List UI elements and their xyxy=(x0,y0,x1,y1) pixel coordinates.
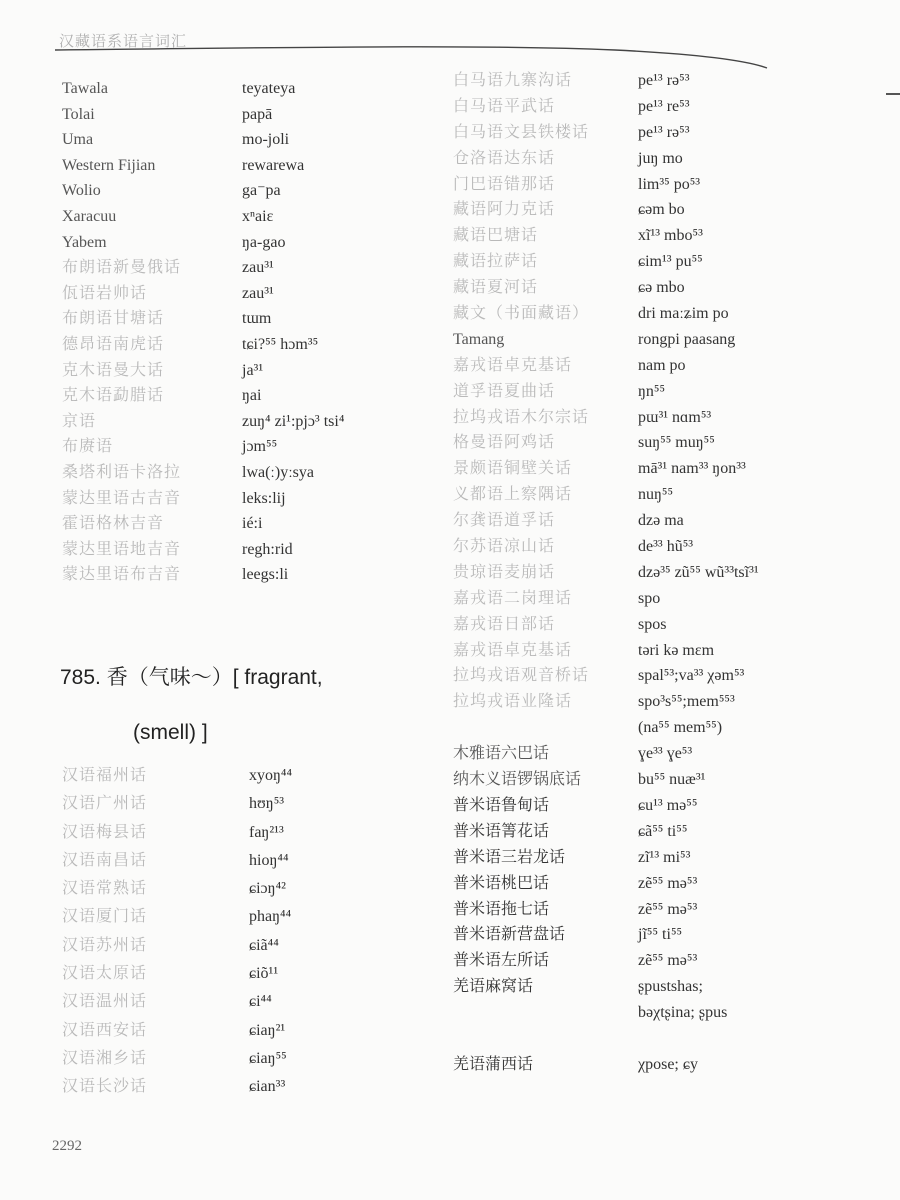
entry-row xyxy=(453,96,873,122)
word-form: hioŋ⁴⁴ xyxy=(249,851,289,869)
entry-subheading: (smell) ] xyxy=(133,721,208,744)
word-form: jɔm⁵⁵ xyxy=(242,438,278,456)
entry-row xyxy=(453,277,873,303)
language-name: 克木语曼大话 xyxy=(62,361,165,379)
entry-row xyxy=(62,906,422,934)
entry-row xyxy=(453,174,873,200)
language-name: 藏语拉萨话 xyxy=(453,253,539,271)
word-form: mā³¹ nam³³ ŋon³³ xyxy=(638,460,746,478)
language-name: 贵琼语麦崩话 xyxy=(453,563,556,581)
language-name: Tolai xyxy=(62,105,95,123)
word-form: dzə³⁵ zũ⁵⁵ wũ³³tsĩ³¹ xyxy=(638,563,759,581)
entry-row xyxy=(62,180,422,206)
word-form: bəχtʂina; ʂpus xyxy=(638,1004,728,1022)
right-column xyxy=(453,70,873,1080)
language-name: 门巴语错那话 xyxy=(453,175,556,193)
word-form: lim³⁵ po⁵³ xyxy=(638,175,701,193)
word-form: spo³s⁵⁵;mem⁵⁵³ xyxy=(638,693,735,711)
entry-row xyxy=(453,847,873,873)
entry-row xyxy=(62,232,422,258)
language-name: 纳木义语锣锅底话 xyxy=(453,771,582,789)
entry-row xyxy=(453,510,873,536)
word-form: ié:i xyxy=(242,515,263,533)
word-form: tɯm xyxy=(242,310,272,328)
language-name: 白马语平武话 xyxy=(453,97,556,115)
language-name: 嘉戎语卓克基话 xyxy=(453,356,573,374)
language-name: 藏语巴塘话 xyxy=(453,227,539,245)
entry-row xyxy=(453,562,873,588)
language-name: 汉语福州话 xyxy=(62,767,148,784)
header-text: 汉藏语系语言词汇 xyxy=(59,34,188,50)
entry-row xyxy=(453,691,873,717)
word-form: nam po xyxy=(638,356,686,374)
word-form: zẽ⁵⁵ mə⁵³ xyxy=(638,952,698,970)
language-name: 汉语温州话 xyxy=(62,993,148,1011)
word-form: ɕə mbo xyxy=(638,279,685,297)
entry-row xyxy=(62,793,422,821)
word-form: dri maːʑim po xyxy=(638,305,729,323)
language-name: 尔龚语道孚话 xyxy=(453,512,556,530)
word-form: phaŋ⁴⁴ xyxy=(249,908,292,926)
word-form: bu⁵⁵ nuæ³¹ xyxy=(638,771,706,789)
word-form: teyateya xyxy=(242,80,296,97)
word-form: ɕiaŋ⁵⁵ xyxy=(249,1049,287,1067)
entry-row xyxy=(453,70,873,96)
language-name: 普米语左所话 xyxy=(453,952,550,970)
word-form: spal⁵³;va³³ χəm⁵³ xyxy=(638,667,745,685)
language-name: 蒙达里语地吉音 xyxy=(62,540,182,558)
language-name: 拉坞戎语木尔宗话 xyxy=(453,408,590,426)
word-form: faŋ²¹³ xyxy=(249,823,284,841)
word-form: ɕiɔŋ⁴² xyxy=(249,880,286,898)
word-form: mo-joli xyxy=(242,131,290,149)
word-form: pe¹³ re⁵³ xyxy=(638,97,690,115)
entry-row xyxy=(453,640,873,666)
language-name: 桑塔利语卡洛拉 xyxy=(62,463,182,481)
entry-row xyxy=(453,873,873,899)
language-name: 拉坞戎语业隆话 xyxy=(453,693,573,711)
word-form: hʊŋ⁵³ xyxy=(249,795,285,813)
entry-row xyxy=(453,1054,873,1080)
entry-row xyxy=(62,129,422,155)
entry-row xyxy=(453,821,873,847)
language-name: 汉语广州话 xyxy=(62,795,148,813)
entry-row xyxy=(62,1020,422,1048)
entry-row xyxy=(453,148,873,174)
language-name: 义都语上察隅话 xyxy=(453,486,573,504)
word-form: leks:lij xyxy=(242,489,286,507)
language-name: 布朗语甘塘话 xyxy=(62,310,165,328)
word-form: ɕim¹³ pu⁵⁵ xyxy=(638,253,703,271)
language-name: Xaracuu xyxy=(62,207,117,225)
word-form: ŋn⁵⁵ xyxy=(638,382,666,400)
language-name: 仓洛语达东话 xyxy=(453,149,556,167)
entry-row xyxy=(453,614,873,640)
entry-row xyxy=(453,432,873,458)
entry-heading-text: 香（气味～）[ fragrant, xyxy=(106,666,323,689)
language-name: 羌语麻窝话 xyxy=(453,978,534,996)
language-name: 普米语桃巴话 xyxy=(453,874,550,892)
entry-row xyxy=(62,935,422,963)
entry-row xyxy=(453,484,873,510)
entry-row xyxy=(62,411,422,437)
entry-heading xyxy=(60,664,410,692)
language-name: 木雅语六巴话 xyxy=(453,745,550,763)
word-form: zĩ¹³ mi⁵³ xyxy=(638,848,691,866)
language-name: 汉语厦门话 xyxy=(62,908,148,926)
word-form: zuŋ⁴ zi¹:pjɔ³ tsi⁴ xyxy=(242,412,345,430)
language-name: 白马语九寨沟话 xyxy=(453,72,573,89)
language-name: Western Fijian xyxy=(62,156,156,174)
word-form: ʂpustshas; xyxy=(638,978,703,996)
entry-row xyxy=(453,924,873,950)
entry-row xyxy=(62,385,422,411)
language-name: 佤语岩帅话 xyxy=(62,284,148,302)
entry-row xyxy=(453,251,873,277)
language-name: 汉语南昌话 xyxy=(62,851,148,869)
entry-row xyxy=(453,355,873,381)
entry-row xyxy=(62,283,422,309)
entry-row xyxy=(62,963,422,991)
entry-row xyxy=(62,155,422,181)
word-form: regh:rid xyxy=(242,540,293,558)
word-form: spos xyxy=(638,615,667,633)
word-form: (na⁵⁵ mem⁵⁵) xyxy=(638,719,723,737)
entry-row xyxy=(62,104,422,130)
language-name: 汉语长沙话 xyxy=(62,1078,148,1096)
language-name: 布朗语新曼俄话 xyxy=(62,259,182,277)
entry-row xyxy=(62,1076,422,1104)
language-name: 藏语阿力克话 xyxy=(453,201,556,219)
language-name: 嘉戎语二岗理话 xyxy=(453,589,573,607)
language-name: 普米语箐花话 xyxy=(453,822,550,840)
entry-row xyxy=(62,462,422,488)
word-form: dzə ma xyxy=(638,512,684,530)
word-form: ɕiõ¹¹ xyxy=(249,965,279,983)
word-form: xyoŋ⁴⁴ xyxy=(249,767,293,784)
running-header xyxy=(55,22,775,72)
language-name: 白马语文县铁楼话 xyxy=(453,123,590,141)
language-name: 汉语梅县话 xyxy=(62,823,148,841)
language-name: Tawala xyxy=(62,80,108,97)
entry-row xyxy=(453,199,873,225)
word-form: zau³¹ xyxy=(242,259,274,277)
word-form: nuŋ⁵⁵ xyxy=(638,486,674,504)
left-top-column xyxy=(62,78,422,590)
entry-row xyxy=(453,665,873,691)
language-name: 藏语夏河话 xyxy=(453,279,539,297)
margin-mark xyxy=(886,93,900,95)
entry-row xyxy=(62,878,422,906)
word-form: ɣe³³ ɣe⁵³ xyxy=(638,745,693,763)
language-name: 普米语鲁甸话 xyxy=(453,796,550,814)
entry-row xyxy=(62,765,422,793)
entry-row xyxy=(62,488,422,514)
entry-row xyxy=(453,588,873,614)
word-form: zẽ⁵⁵ mə⁵³ xyxy=(638,874,698,892)
language-name: 拉坞戎语观音桥话 xyxy=(453,667,590,685)
entry-row xyxy=(62,822,422,850)
entry-row xyxy=(62,436,422,462)
entry-row xyxy=(453,458,873,484)
word-form: papā xyxy=(242,105,273,123)
entry-row xyxy=(62,539,422,565)
word-form: təri kə mɛm xyxy=(638,641,715,659)
language-name: Uma xyxy=(62,131,94,149)
entry-row xyxy=(62,564,422,590)
entry-row xyxy=(453,769,873,795)
entry-row xyxy=(62,308,422,334)
entry-row xyxy=(62,334,422,360)
entry-row xyxy=(453,407,873,433)
language-name: 汉语苏州话 xyxy=(62,936,148,954)
entry-row xyxy=(453,303,873,329)
word-form: zẽ⁵⁵ mə⁵³ xyxy=(638,900,698,918)
word-form: pɯ³¹ nɑm⁵³ xyxy=(638,408,712,426)
language-name: 蒙达里语古吉音 xyxy=(62,489,182,507)
language-name: 嘉戎语卓克基话 xyxy=(453,641,573,659)
word-form: ja³¹ xyxy=(242,361,264,379)
language-name: 尔苏语凉山话 xyxy=(453,538,556,556)
entry-number: 785. xyxy=(60,666,101,689)
language-name: Yabem xyxy=(62,233,107,251)
language-name: Wolio xyxy=(62,182,101,200)
entry-row xyxy=(453,976,873,1002)
language-name: 普米语拖七话 xyxy=(453,900,550,918)
entry-row xyxy=(62,206,422,232)
entry-row xyxy=(453,795,873,821)
page-number: 2292 xyxy=(52,1138,82,1154)
word-form: ŋai xyxy=(242,387,262,405)
language-name: 景颇语铜壁关话 xyxy=(453,460,573,478)
word-form: tɕi?⁵⁵ hɔm³⁵ xyxy=(242,335,319,353)
word-form: suŋ⁵⁵ muŋ⁵⁵ xyxy=(638,434,715,452)
entry-row xyxy=(453,1002,873,1028)
entry-row xyxy=(62,513,422,539)
word-form: zau³¹ xyxy=(242,284,274,302)
word-form: ɕiã⁴⁴ xyxy=(249,936,279,954)
language-name: 羌语蒲西话 xyxy=(453,1055,534,1073)
word-form: ɕiaŋ²¹ xyxy=(249,1021,286,1039)
word-form: pe¹³ rə⁵³ xyxy=(638,72,690,89)
word-form: ɕi⁴⁴ xyxy=(249,993,272,1011)
language-name: 布赓语 xyxy=(62,438,114,456)
word-form: ɕu¹³ mə⁵⁵ xyxy=(638,796,698,814)
entry-row xyxy=(62,850,422,878)
language-name: 德昂语南虎话 xyxy=(62,335,165,353)
left-bottom-column xyxy=(62,765,422,1105)
entry-row xyxy=(453,1028,873,1054)
word-form: lwa(ː)yːsya xyxy=(242,463,314,481)
word-form: ga⁻pa xyxy=(242,182,281,200)
language-name: 格曼语阿鸡话 xyxy=(453,434,556,452)
entry-row xyxy=(453,122,873,148)
word-form: jĩ⁵⁵ ti⁵⁵ xyxy=(638,926,683,944)
language-name: 蒙达里语布吉音 xyxy=(62,566,182,584)
language-name: 克木语勐腊话 xyxy=(62,387,165,405)
word-form: ŋa-gao xyxy=(242,233,286,251)
entry-row xyxy=(62,1048,422,1076)
word-form: de³³ hũ⁵³ xyxy=(638,538,694,556)
word-form: rongpi paasang xyxy=(638,330,736,348)
word-form: xĩ¹³ mbo⁵³ xyxy=(638,227,703,245)
language-name: 汉语西安话 xyxy=(62,1021,148,1039)
entry-row xyxy=(453,381,873,407)
entry-row xyxy=(453,717,873,743)
entry-row xyxy=(453,899,873,925)
entry-row xyxy=(62,360,422,386)
entry-row xyxy=(62,78,422,104)
word-form: ɕã⁵⁵ ti⁵⁵ xyxy=(638,822,688,840)
word-form: rewarewa xyxy=(242,156,305,174)
entry-row xyxy=(62,991,422,1019)
word-form: χpose; ɕy xyxy=(638,1055,698,1073)
word-form: ɕian³³ xyxy=(249,1078,286,1096)
language-name: 普米语三岩龙话 xyxy=(453,848,566,866)
entry-row xyxy=(453,225,873,251)
word-form: ɕəm bo xyxy=(638,201,685,219)
language-name: 道孚语夏曲话 xyxy=(453,382,556,400)
entry-row xyxy=(62,257,422,283)
language-name: 京语 xyxy=(62,412,97,430)
language-name: 普米语新营盘话 xyxy=(453,926,566,944)
entry-row xyxy=(453,743,873,769)
language-name: 藏文（书面藏语） xyxy=(453,305,590,323)
language-name: 霍语格林吉音 xyxy=(62,515,165,533)
language-name: 汉语湘乡话 xyxy=(62,1049,148,1067)
language-name: 嘉戎语日部话 xyxy=(453,615,556,633)
entry-row xyxy=(453,329,873,355)
word-form: spo xyxy=(638,589,661,607)
word-form: xⁿaiɛ xyxy=(242,207,274,225)
word-form: juŋ mo xyxy=(638,149,683,167)
word-form: leegs:li xyxy=(242,566,289,584)
entry-row xyxy=(453,950,873,976)
language-name: 汉语太原话 xyxy=(62,965,148,983)
entry-row xyxy=(453,536,873,562)
word-form: pe¹³ rə⁵³ xyxy=(638,123,690,141)
language-name: 汉语常熟话 xyxy=(62,880,148,898)
language-name: Tamang xyxy=(453,330,505,348)
